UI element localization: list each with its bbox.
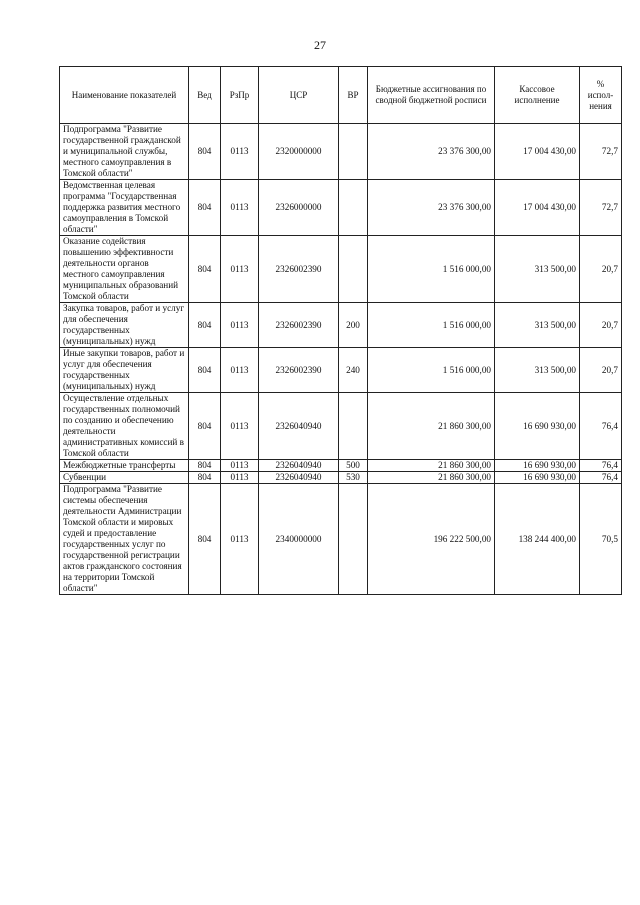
budget-execution-table	[59, 66, 622, 595]
row-cash: 17 004 430,00	[495, 124, 580, 180]
table-row	[60, 180, 622, 236]
row-csr: 2340000000	[259, 484, 339, 595]
row-rzpr: 0113	[221, 460, 259, 472]
row-name: Подпрограмма "Развитие государственной гражданской и муниципальной службы, местного самоуправления в Томской области"	[60, 124, 189, 180]
row-budget: 23 376 300,00	[368, 180, 495, 236]
row-pct: 20,7	[580, 236, 622, 303]
row-csr: 2326000000	[259, 180, 339, 236]
row-csr: 2326040940	[259, 393, 339, 460]
header-pct: % испол-нения	[580, 67, 622, 124]
row-pct: 76,4	[580, 472, 622, 484]
page-number: 27	[314, 38, 326, 52]
row-cash: 17 004 430,00	[495, 180, 580, 236]
row-cash: 313 500,00	[495, 348, 580, 393]
row-vr	[339, 393, 368, 460]
table-header	[60, 67, 622, 124]
row-budget: 21 860 300,00	[368, 472, 495, 484]
row-rzpr: 0113	[221, 124, 259, 180]
header-budget: Бюджетные ассигнования по сводной бюджетной росписи	[368, 67, 495, 124]
row-ved: 804	[189, 124, 221, 180]
row-pct: 76,4	[580, 460, 622, 472]
row-ved: 804	[189, 236, 221, 303]
row-vr	[339, 236, 368, 303]
row-name: Межбюджетные трансферты	[60, 460, 189, 472]
table-row	[60, 393, 622, 460]
row-ved: 804	[189, 180, 221, 236]
row-pct: 20,7	[580, 348, 622, 393]
row-name: Осуществление отдельных государственных полномочий по созданию и обеспечению деятельности административных комиссий в Томской области	[60, 393, 189, 460]
row-cash: 16 690 930,00	[495, 460, 580, 472]
row-pct: 72,7	[580, 124, 622, 180]
row-cash: 313 500,00	[495, 236, 580, 303]
row-vr	[339, 124, 368, 180]
row-ved: 804	[189, 348, 221, 393]
header-cash: Кассовое исполнение	[495, 67, 580, 124]
row-cash: 138 244 400,00	[495, 484, 580, 595]
row-budget: 1 516 000,00	[368, 348, 495, 393]
row-budget: 1 516 000,00	[368, 236, 495, 303]
row-budget: 21 860 300,00	[368, 393, 495, 460]
row-rzpr: 0113	[221, 236, 259, 303]
table-row	[60, 460, 622, 472]
row-rzpr: 0113	[221, 393, 259, 460]
row-ved: 804	[189, 484, 221, 595]
header-rzpr: РзПр	[221, 67, 259, 124]
row-name: Оказание содействия повышению эффективности деятельности органов местного самоуправления муниципальных образований Томской области	[60, 236, 189, 303]
row-ved: 804	[189, 472, 221, 484]
row-ved: 804	[189, 303, 221, 348]
row-rzpr: 0113	[221, 484, 259, 595]
table-body	[60, 124, 622, 595]
row-csr: 2326002390	[259, 348, 339, 393]
table-row	[60, 348, 622, 393]
row-name: Ведомственная целевая программа "Государственная поддержка развития местного самоуправления в Томской области"	[60, 180, 189, 236]
row-budget: 23 376 300,00	[368, 124, 495, 180]
row-csr: 2320000000	[259, 124, 339, 180]
row-cash: 16 690 930,00	[495, 472, 580, 484]
table-row	[60, 236, 622, 303]
row-csr: 2326040940	[259, 472, 339, 484]
header-vr: ВР	[339, 67, 368, 124]
row-budget: 196 222 500,00	[368, 484, 495, 595]
row-vr: 500	[339, 460, 368, 472]
row-rzpr: 0113	[221, 472, 259, 484]
row-vr: 530	[339, 472, 368, 484]
row-name: Закупка товаров, работ и услуг для обеспечения государственных (муниципальных) нужд	[60, 303, 189, 348]
row-vr	[339, 484, 368, 595]
row-rzpr: 0113	[221, 180, 259, 236]
row-budget: 1 516 000,00	[368, 303, 495, 348]
row-name: Подпрограмма "Развитие системы обеспечения деятельности Администрации Томской области и мировых судей и предоставление государственных услуг по государственной регистрации актов гражданского состояния на территории Томской области"	[60, 484, 189, 595]
header-ved: Вед	[189, 67, 221, 124]
row-csr: 2326040940	[259, 460, 339, 472]
row-csr: 2326002390	[259, 236, 339, 303]
row-pct: 76,4	[580, 393, 622, 460]
row-ved: 804	[189, 460, 221, 472]
row-vr	[339, 180, 368, 236]
table-row	[60, 124, 622, 180]
table-row	[60, 303, 622, 348]
row-vr: 240	[339, 348, 368, 393]
row-name: Иные закупки товаров, работ и услуг для обеспечения государственных (муниципальных) нужд	[60, 348, 189, 393]
row-rzpr: 0113	[221, 348, 259, 393]
row-pct: 70,5	[580, 484, 622, 595]
header-row	[60, 67, 622, 124]
table-row	[60, 484, 622, 595]
header-name: Наименование показателей	[60, 67, 189, 124]
row-ved: 804	[189, 393, 221, 460]
row-cash: 313 500,00	[495, 303, 580, 348]
row-budget: 21 860 300,00	[368, 460, 495, 472]
row-pct: 72,7	[580, 180, 622, 236]
row-rzpr: 0113	[221, 303, 259, 348]
row-csr: 2326002390	[259, 303, 339, 348]
header-csr: ЦСР	[259, 67, 339, 124]
row-pct: 20,7	[580, 303, 622, 348]
row-vr: 200	[339, 303, 368, 348]
row-name: Субвенции	[60, 472, 189, 484]
row-cash: 16 690 930,00	[495, 393, 580, 460]
table-row	[60, 472, 622, 484]
